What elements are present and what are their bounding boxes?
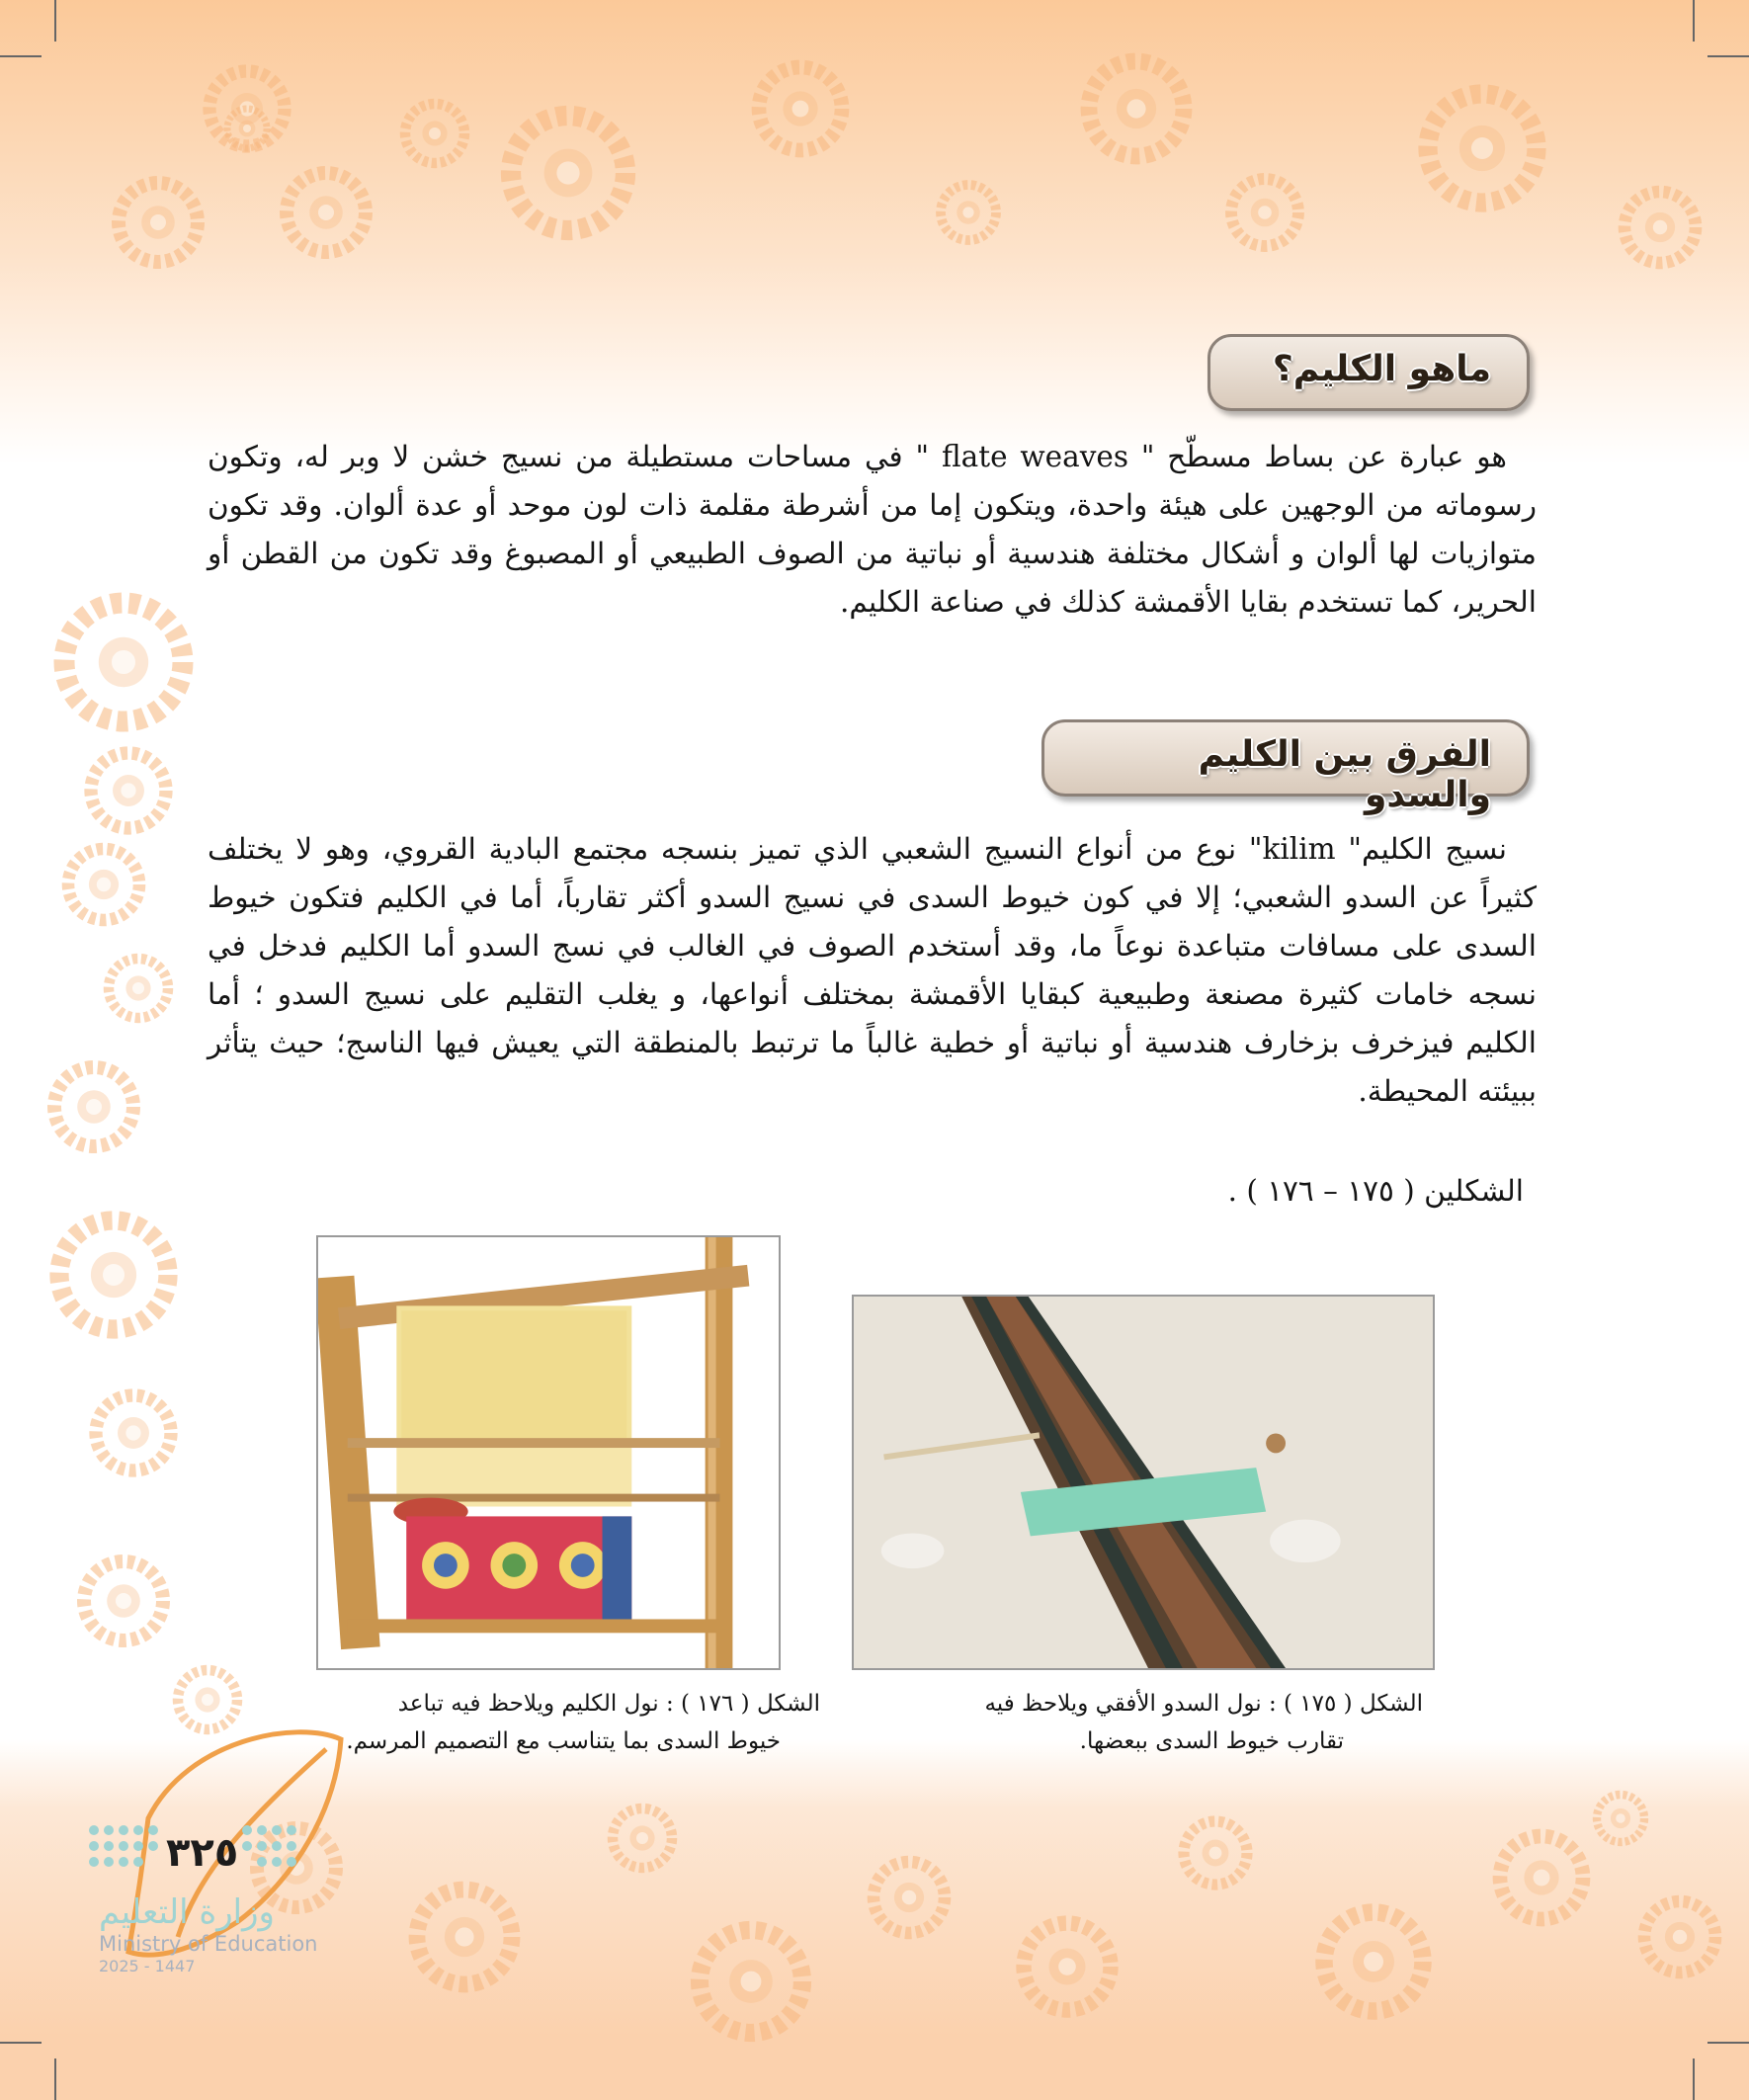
crop-mark [0, 55, 42, 57]
paragraph-text: هو عبارة عن بساط مسطّح " flate weaves " في مساحات مستطيلة من نسيج خشن لا وبر له، وتكون رسوماته من الوجهين على هيئة واحدة، ويتكون إما من أشرطة مقلمة ذات لون موحد أو عدة ألوان. وقد تكون متوازيات لها ألوان و أشكال مختلفة هندسية أو نباتية من الصوف الطبيعي أو المصبوغ وقد تكون من القطن أو الحرير، كما تستخدم بقايا الأقمشة كذلك في صناعة الكليم. [208, 440, 1537, 619]
section-paragraph-what-is-kilim [208, 433, 1537, 627]
caption-line: خيوط السدى بما يتناسب مع التصميم المرسم. [346, 1728, 781, 1754]
page-number: ٣٢٥ [166, 1830, 239, 1876]
section-paragraph-kilim-vs-sadu [208, 825, 1537, 1116]
ministry-logo-year: 2025 - 1447 [99, 1957, 196, 1975]
crop-mark [1693, 0, 1695, 42]
figure-176-kilim-loom-photo [316, 1235, 781, 1670]
ministry-logo-english: Ministry of Education [99, 1932, 318, 1956]
figure-175-caption [870, 1685, 1423, 1760]
crop-mark [1707, 55, 1749, 57]
ministry-logo-arabic: وزارة التعليم [99, 1892, 275, 1932]
section-heading-what-is-kilim: ماهو الكليم؟ [1208, 334, 1530, 411]
crop-mark [54, 2058, 56, 2100]
crop-mark [1693, 2058, 1695, 2100]
figure-176-caption [247, 1685, 820, 1760]
caption-line: الشكل ( ١٧٥ ) : نول السدو الأفقي ويلاحظ فيه [984, 1691, 1423, 1717]
crop-mark [54, 0, 56, 42]
figures-reference: الشكلين ( ١٧٥ – ١٧٦ ) . [1227, 1174, 1524, 1208]
paragraph-text: نسيج الكليم" kilim" نوع من أنواع النسيج الشعبي الذي تميز بنسجه مجتمع البادية القروي، وهو لا يختلف كثيراً عن السدو الشعبي؛ إلا في كون خيوط السدى في نسيج السدو أكثر تقارباً، أما في الكليم فتكون خيوط السدى على مسافات متباعدة نوعاً ما، وقد أستخدم الصوف في الغالب في نسج السدو أما الكليم فدخل في نسجه خامات كثيرة مصنعة وطبيعية كبقايا الأقمشة بمختلف أنواعها، و يغلب التقليم على نسيج السدو ؛ أما الكليم فيزخرف بزخارف هندسية أو نباتية أو خطية غالباً ما ترتبط بالمنطقة التي يعيش فيها الناسج؛ حيث يتأثر ببيئته المحيطة. [208, 832, 1537, 1108]
caption-line: الشكل ( ١٧٦ ) : نول الكليم ويلاحظ فيه تباعد [397, 1691, 820, 1717]
crop-mark [0, 2042, 42, 2044]
crop-mark [1707, 2042, 1749, 2044]
section-heading-kilim-vs-sadu: الفرق بين الكليم والسدو [1041, 719, 1530, 797]
caption-line: تقارب خيوط السدى ببعضها. [1079, 1728, 1344, 1754]
figure-175-sadu-loom-photo [852, 1295, 1435, 1670]
